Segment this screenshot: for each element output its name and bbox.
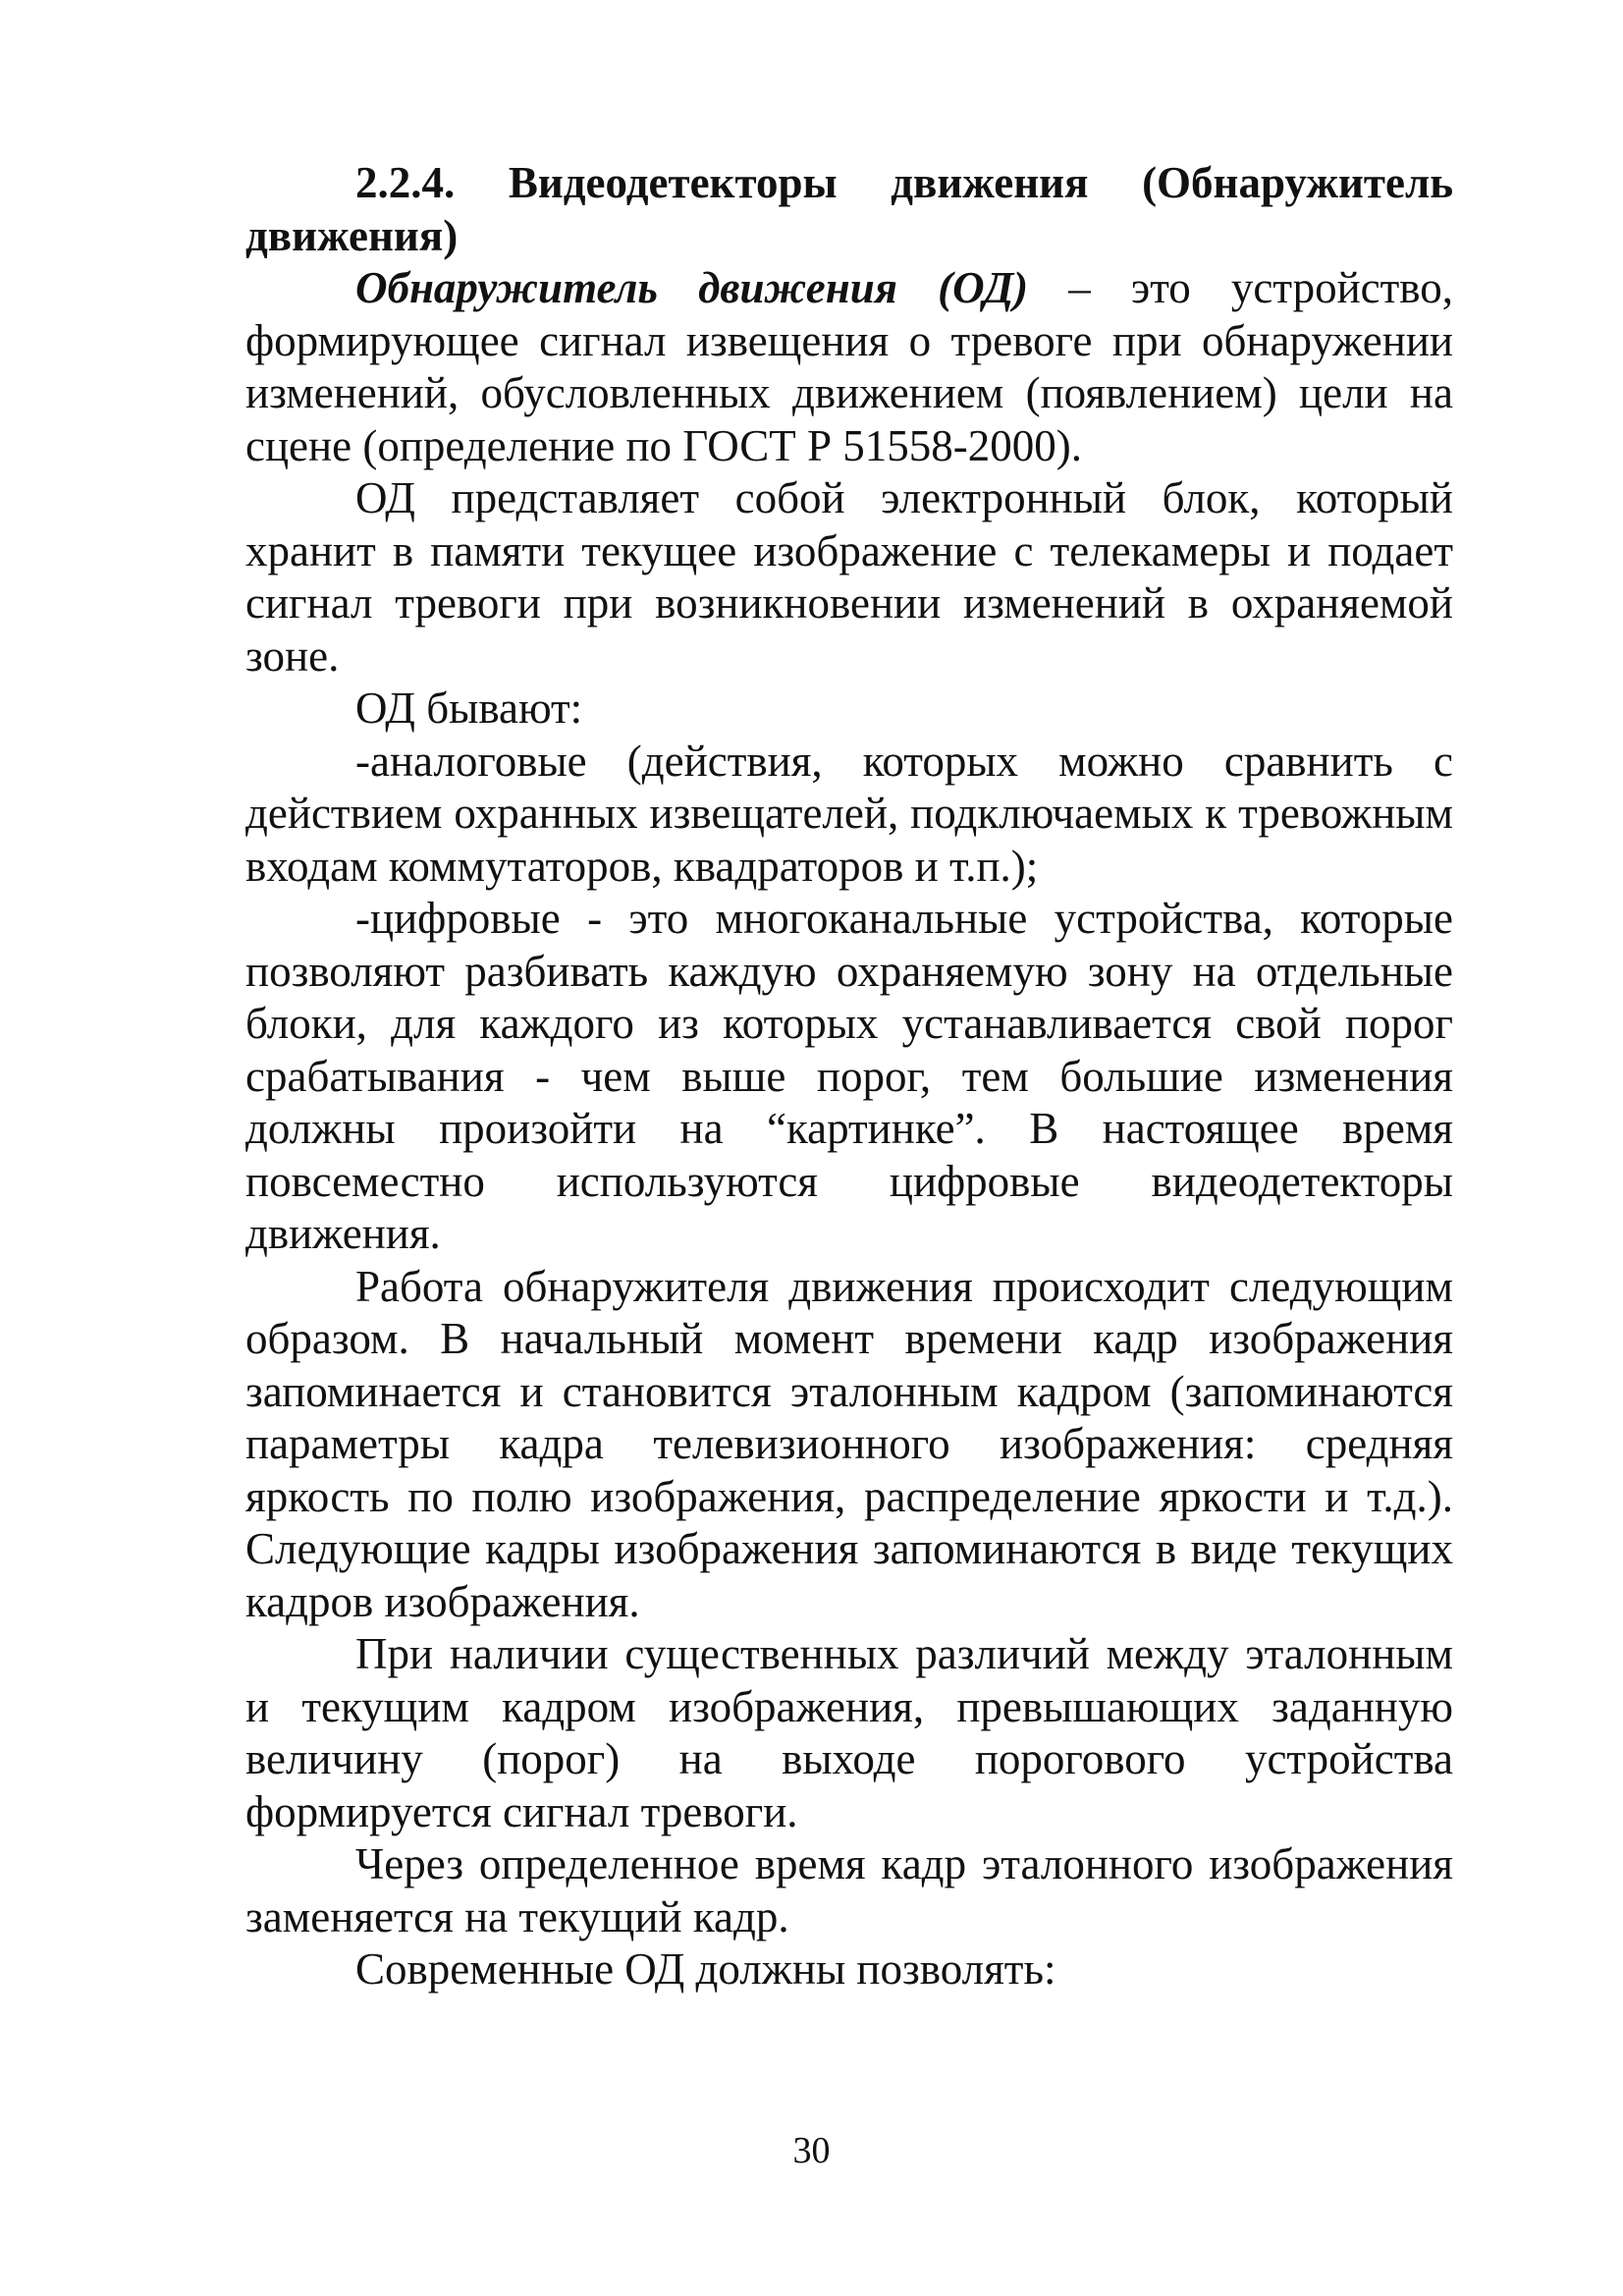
paragraph: Работа обнаружителя движения происходит следующим образом. В начальный момент времени кадр изображения запоминается и становится эталонным кадром (запоминаются параметры кадра телевизионного изображения: средняя яркость по полю изображения, распределение яркости и т.д.). Следующие кадры изображения запоминаются в виде текущих кадров изображения. [245,1261,1453,1626]
section-heading: 2.2.4. Видеодетекторы движения (Обнаружитель движения) [245,158,1453,260]
text-block [245,157,1453,1996]
list-item: -цифровые - это многоканальные устройства, которые позволяют разбивать каждую охраняемую зону на отдельные блоки, для каждого из которых устанавливается свой порог срабатывания - чем выше порог, тем большие изменения должны произойти на “картинке”. В настоящее время повсеместно используются цифровые видеодетекторы движения. [245,894,1453,1258]
list-item: -аналоговые (действия, которых можно сравнить с действием охранных извещателей, подключаемых к тревожным входам коммутаторов, квадраторов и т.п.); [245,736,1453,891]
definition-text: – это устройство, формирующее сигнал извещения о тревоге при обнаружении изменений, обусловленных движением (появлением) цели на сцене (определение по ГОСТ Р 51558-2000). [245,263,1453,470]
defined-term: Обнаружитель движения (ОД) [355,263,1029,312]
paragraph: Через определенное время кадр эталонного изображения заменяется на текущий кадр. [245,1839,1453,1941]
page-number: 30 [792,2130,831,2171]
paragraph: ОД представляет собой электронный блок, который хранит в памяти текущее изображение с телекамеры и подает сигнал тревоги при возникновении изменений в охраняемой зоне. [245,473,1453,681]
paragraph: При наличии существенных различий между эталонным и текущим кадром изображения, превышающих заданную величину (порог) на выходе порогового устройства формируется сигнал тревоги. [245,1629,1453,1836]
definition-paragraph [245,262,1453,472]
paragraph: ОД бывают: [355,683,583,733]
paragraph: Современные ОД должны позволять: [355,1944,1056,1994]
